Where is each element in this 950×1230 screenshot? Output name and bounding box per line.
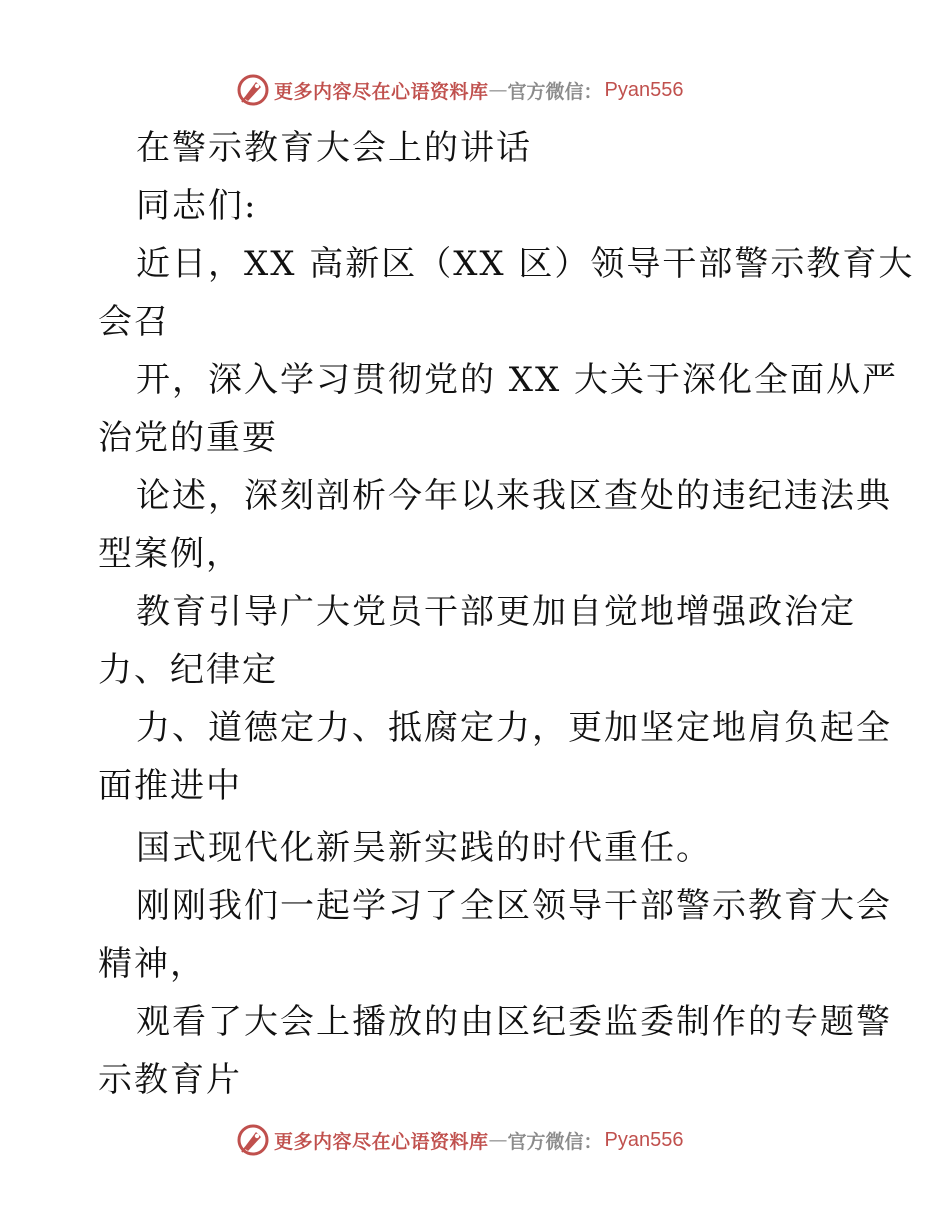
watermark-dash: — <box>488 1129 508 1151</box>
paragraph-line: 示教育片 <box>98 1060 242 1100</box>
watermark-main-text: 更多内容尽在心语资料库 <box>274 1130 489 1153</box>
pen-nib-logo-icon <box>236 73 270 107</box>
paragraph-line: 论述，深刻剖析今年以来我区查处的违纪违法典 <box>136 476 892 516</box>
paragraph-line: 面推进中 <box>98 766 242 806</box>
paragraph-line: 力、纪律定 <box>98 650 278 690</box>
paragraph-line: 开，深入学习贯彻党的 XX 大关于深化全面从严 <box>136 360 899 400</box>
watermark-wechat-id: Pyan556 <box>604 1128 684 1151</box>
watermark-wechat-label: 官方微信： <box>507 1130 603 1153</box>
watermark-footer <box>236 1122 684 1158</box>
watermark-dash: — <box>488 79 508 101</box>
paragraph-line: 力、道德定力、抵腐定力，更加坚定地肩负起全 <box>136 708 892 748</box>
document-title: 在警示教育大会上的讲话 <box>136 128 532 168</box>
watermark-wechat-id: Pyan556 <box>604 78 684 101</box>
watermark-wechat-label: 官方微信： <box>507 80 603 103</box>
salutation: 同志们: <box>136 186 258 226</box>
paragraph-line: 国式现代化新吴新实践的时代重任。 <box>136 828 712 868</box>
paragraph-line: 治党的重要 <box>98 418 278 458</box>
paragraph-line: 精神， <box>98 944 206 984</box>
paragraph-line: 会召 <box>98 302 170 342</box>
pen-nib-logo-icon <box>236 1123 270 1157</box>
watermark-header <box>236 72 684 108</box>
paragraph-line: 近日，XX 高新区（XX 区）领导干部警示教育大 <box>136 244 915 284</box>
watermark-main-text: 更多内容尽在心语资料库 <box>274 80 489 103</box>
paragraph-line: 刚刚我们一起学习了全区领导干部警示教育大会 <box>136 886 892 926</box>
paragraph-line: 观看了大会上播放的由区纪委监委制作的专题警 <box>136 1002 892 1042</box>
paragraph-line: 教育引导广大党员干部更加自觉地增强政治定 <box>136 592 856 632</box>
paragraph-line: 型案例， <box>98 534 242 574</box>
